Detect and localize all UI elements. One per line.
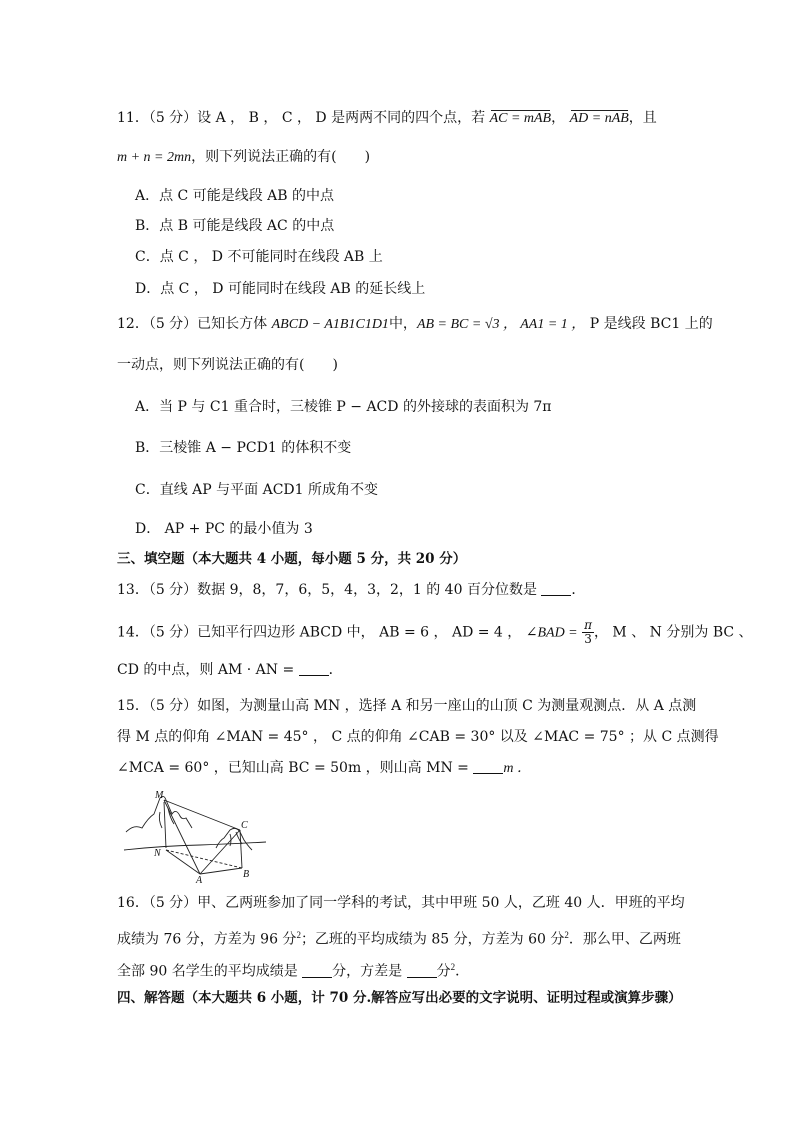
line-mc — [164, 800, 240, 830]
q14-fraction — [582, 619, 594, 646]
q15-figure-svg — [120, 788, 270, 884]
q16-line2-c: ．那么甲、乙两班 — [568, 931, 681, 948]
line-nb-dashed — [166, 850, 242, 868]
q13-text: 13．（5 分）数据 9，8，7，6，5，4，3，2，1 的 40 百分位数是 — [117, 582, 537, 598]
mn-height — [164, 802, 166, 848]
q16-line2-b: ；乙班的平均成绩为 85 分，方差为 60 分 — [300, 931, 565, 948]
q14-line1 — [117, 619, 753, 646]
q11-line2 — [117, 147, 370, 168]
q14-line2: CD 的中点，则 AM · AN = ． — [117, 662, 343, 678]
label-b: B — [243, 869, 250, 880]
q11-stem: 11．（5 分）设 A ， B ， C ， D 是两两不同的四个点，若 — [117, 110, 486, 126]
q12-line2: 一动点，则下列说法正确的有( ) — [117, 357, 338, 373]
q16-mean-blank — [302, 963, 332, 978]
q12-solid: ABCD − A1B1C1D1 — [271, 317, 389, 332]
q12-option-d: D． AP + PC 的最小值为 3 — [135, 521, 313, 537]
q12-stem-b: 中， — [388, 316, 417, 332]
q16-line2-a: 成绩为 76 分，方差为 96 分 — [117, 931, 297, 948]
q11-condition-ad: AD = nAB — [570, 109, 629, 129]
q16-square-2: 2 — [564, 930, 569, 940]
q15-line1: 15．（5 分）如图，为测量山高 MN ，选择 A 和另一座山的山顶 C 为测量观测点．从 A 点测 — [117, 698, 697, 714]
q11-condition-ac: AC = mAB — [490, 109, 552, 129]
q16-line1: 16．（5 分）甲、乙两班参加了同一学科的考试，其中甲班 50 人，乙班 40 人．甲班的平均 — [117, 895, 685, 911]
q14-answer-blank — [299, 661, 329, 676]
q11-line1: 11．（5 分）设 A ， B ， C ， D 是两两不同的四个点，若 AC = mAB， AD = nAB，且 — [117, 108, 657, 129]
q11-option-b: B．点 B 可能是线段 AC 的中点 — [135, 218, 335, 234]
q14-line2-text: CD 的中点，则 AM · AN = — [117, 662, 295, 678]
q12-option-b: B．三棱锥 A − PCD1 的体积不变 — [135, 440, 352, 456]
q13-line: 13．（5 分）数据 9，8，7，6，5，4，3，2，1 的 40 百分位数是 ． — [117, 582, 586, 598]
q12-stem: 12．（5 分）已知长方体 — [117, 316, 268, 332]
q15-mountain-figure — [120, 788, 270, 888]
ground-line — [124, 842, 266, 850]
q11-option-c: C．点 C ， D 不可能同时在线段 AB 上 — [135, 249, 383, 265]
q12-option-a: A．当 P 与 C1 重合时，三棱锥 P − ACD 的外接球的表面积为 7π — [135, 399, 552, 415]
q14-text-a: 14．（5 分）已知平行四边形 ABCD 中， AB = 6 ， AD = 4 ， — [117, 624, 522, 641]
q11-mn-condition: m + n = 2mn — [117, 150, 192, 165]
q13-answer-blank — [541, 581, 571, 596]
q15-line2: 得 M 点的仰角 ∠MAN = 45° ， C 点的仰角 ∠CAB = 30° 以及 ∠MAC = 75° ；从 C 点测得 — [117, 729, 719, 745]
q11-stem-b: ，且 — [628, 110, 657, 126]
q15-line3 — [117, 758, 531, 779]
q16-line3-c: 分 — [436, 963, 451, 980]
label-a: A — [196, 875, 203, 884]
q12-option-c: C．直线 AP 与平面 ACD1 所成角不变 — [135, 482, 378, 498]
q12-stem-c: P 是线段 BC1 上的 — [589, 316, 713, 332]
right-mountain — [216, 828, 252, 850]
q16-line2 — [117, 925, 681, 950]
left-mountain — [126, 796, 192, 832]
line-ab — [200, 868, 242, 874]
q16-line3: 全部 90 名学生的平均成绩是 分，方差是 分$^2$． — [117, 962, 470, 980]
q14-text-b: ， M 、 N 分别为 BC 、 — [593, 624, 753, 641]
q16-line3-b: 分，方差是 — [332, 963, 403, 980]
label-m: M — [155, 790, 164, 801]
section-4-heading: 四、解答题（本大题共 6 小题，计 70 分.解答应写出必要的文字说明、证明过程或演算步骤） — [117, 990, 682, 1006]
q14-angle: ∠BAD = — [525, 625, 578, 641]
q16-square-3: 2 — [450, 962, 456, 972]
section-3-heading: 三、填空题（本大题共 4 小题，每小题 5 分，共 20 分） — [117, 551, 467, 567]
q16-square-1: 2 — [296, 930, 301, 940]
left-mountain-shading — [159, 808, 174, 828]
q11-option-d: D．点 C ， D 可能同时在线段 AB 的延长线上 — [135, 281, 426, 297]
q16-line3-a: 全部 90 名学生的平均成绩是 — [117, 963, 298, 980]
q14-frac-den: 3 — [584, 632, 592, 646]
q11-option-a: A．点 C 可能是线段 AB 的中点 — [135, 188, 335, 204]
line-ca — [200, 830, 240, 874]
q11-prompt: ，则下列说法正确的有( ) — [191, 149, 371, 165]
q12-condition: AB = BC = √3 ， AA1 = 1 ， — [416, 317, 586, 332]
q15-unit: m ． — [503, 761, 531, 776]
line-ma — [164, 800, 200, 874]
q16-variance-blank — [407, 963, 437, 978]
q15-line3-text: ∠MCA = 60° ，已知山高 BC = 50m ，则山高 MN = — [117, 760, 469, 776]
q15-answer-blank — [473, 759, 503, 774]
q14-frac-num: π — [584, 618, 592, 632]
label-n: N — [154, 848, 161, 859]
q12-line1 — [117, 314, 713, 335]
label-c: C — [241, 820, 248, 831]
